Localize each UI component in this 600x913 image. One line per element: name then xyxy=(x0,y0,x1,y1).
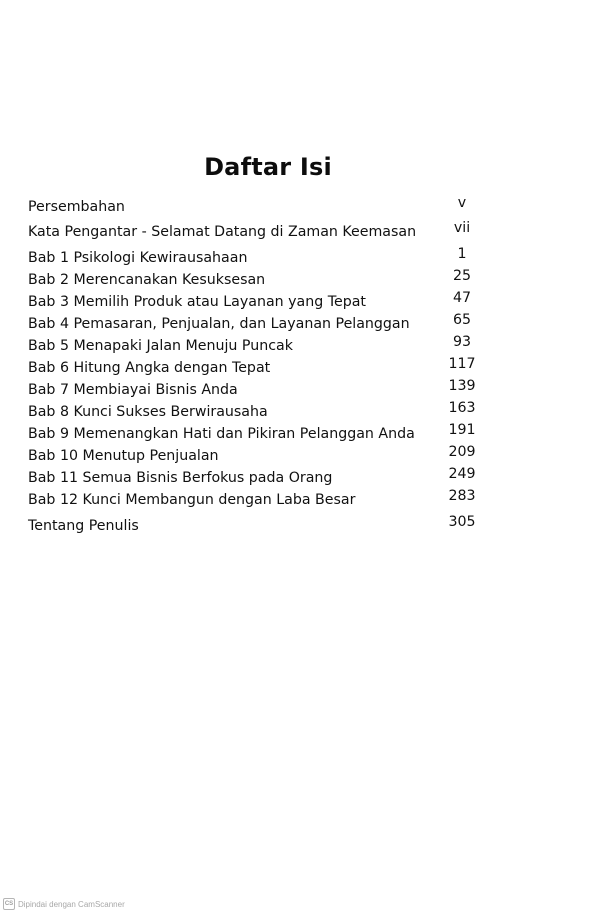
toc-entry-bab-9 xyxy=(28,423,488,445)
toc-entry-page: 117 xyxy=(448,356,476,372)
toc-entry-page: v xyxy=(457,195,467,211)
toc-entry-label: Tentang Penulis xyxy=(28,518,139,534)
toc-entry-bab-10 xyxy=(28,445,488,467)
toc-entry-page: vii xyxy=(453,220,471,236)
toc-entry-bab-2 xyxy=(28,269,488,291)
toc-entry-page: 1 xyxy=(457,246,467,262)
toc-entry-label: Bab 2 Merencanakan Kesuksesan xyxy=(28,272,266,288)
toc-entry-bab-6 xyxy=(28,357,488,379)
toc-entry-label: Bab 10 Menutup Penjualan xyxy=(28,448,219,464)
toc-entry-label: Bab 4 Pemasaran, Penjualan, dan Layanan Pelanggan xyxy=(28,316,410,332)
toc-entry-page: 249 xyxy=(448,466,476,482)
toc-entry-page: 283 xyxy=(448,488,476,504)
toc-entry-label: Bab 1 Psikologi Kewirausahaan xyxy=(28,250,248,266)
toc-entry-bab-1 xyxy=(28,247,488,269)
toc-entry-persembahan xyxy=(28,196,488,218)
camscanner-logo-icon: CS xyxy=(3,898,15,910)
toc-entry-bab-5 xyxy=(28,335,488,357)
toc-entry-page: 47 xyxy=(452,290,472,306)
toc-entry-bab-11 xyxy=(28,467,488,489)
toc-entry-label: Bab 3 Memilih Produk atau Layanan yang Tepat xyxy=(28,294,366,310)
toc-entry-page: 25 xyxy=(452,268,472,284)
toc-entry-label: Bab 5 Menapaki Jalan Menuju Puncak xyxy=(28,338,293,354)
toc-entry-label: Bab 11 Semua Bisnis Berfokus pada Orang xyxy=(28,470,333,486)
toc-entry-kata-pengantar xyxy=(28,221,488,243)
toc-entry-page: 163 xyxy=(448,400,476,416)
toc-entry-label: Persembahan xyxy=(28,199,125,215)
toc-entry-page: 305 xyxy=(448,514,476,530)
scanner-watermark-text: Dipindai dengan CamScanner xyxy=(18,899,125,909)
page-title: Daftar Isi xyxy=(204,153,332,181)
toc-entry-page: 191 xyxy=(448,422,476,438)
toc-entry-bab-8 xyxy=(28,401,488,423)
toc-entry-bab-4 xyxy=(28,313,488,335)
toc-entry-page: 209 xyxy=(448,444,476,460)
toc-entry-page: 139 xyxy=(448,378,476,394)
toc-entry-label: Bab 9 Memenangkan Hati dan Pikiran Pelanggan Anda xyxy=(28,426,415,442)
toc-entry-label: Bab 6 Hitung Angka dengan Tepat xyxy=(28,360,271,376)
toc-entry-label: Bab 8 Kunci Sukses Berwirausaha xyxy=(28,404,268,420)
toc-entry-bab-7 xyxy=(28,379,488,401)
scanner-watermark xyxy=(3,897,125,911)
toc-entry-bab-12 xyxy=(28,489,488,511)
toc-entry-page: 93 xyxy=(452,334,472,350)
toc-entry-label: Bab 12 Kunci Membangun dengan Laba Besar xyxy=(28,492,356,508)
toc-entry-page: 65 xyxy=(452,312,472,328)
toc-entry-label: Bab 7 Membiayai Bisnis Anda xyxy=(28,382,238,398)
toc-entry-label: Kata Pengantar - Selamat Datang di Zaman Keemasan xyxy=(28,224,417,240)
toc-entry-tentang-penulis xyxy=(28,515,488,537)
toc-entry-bab-3 xyxy=(28,291,488,313)
